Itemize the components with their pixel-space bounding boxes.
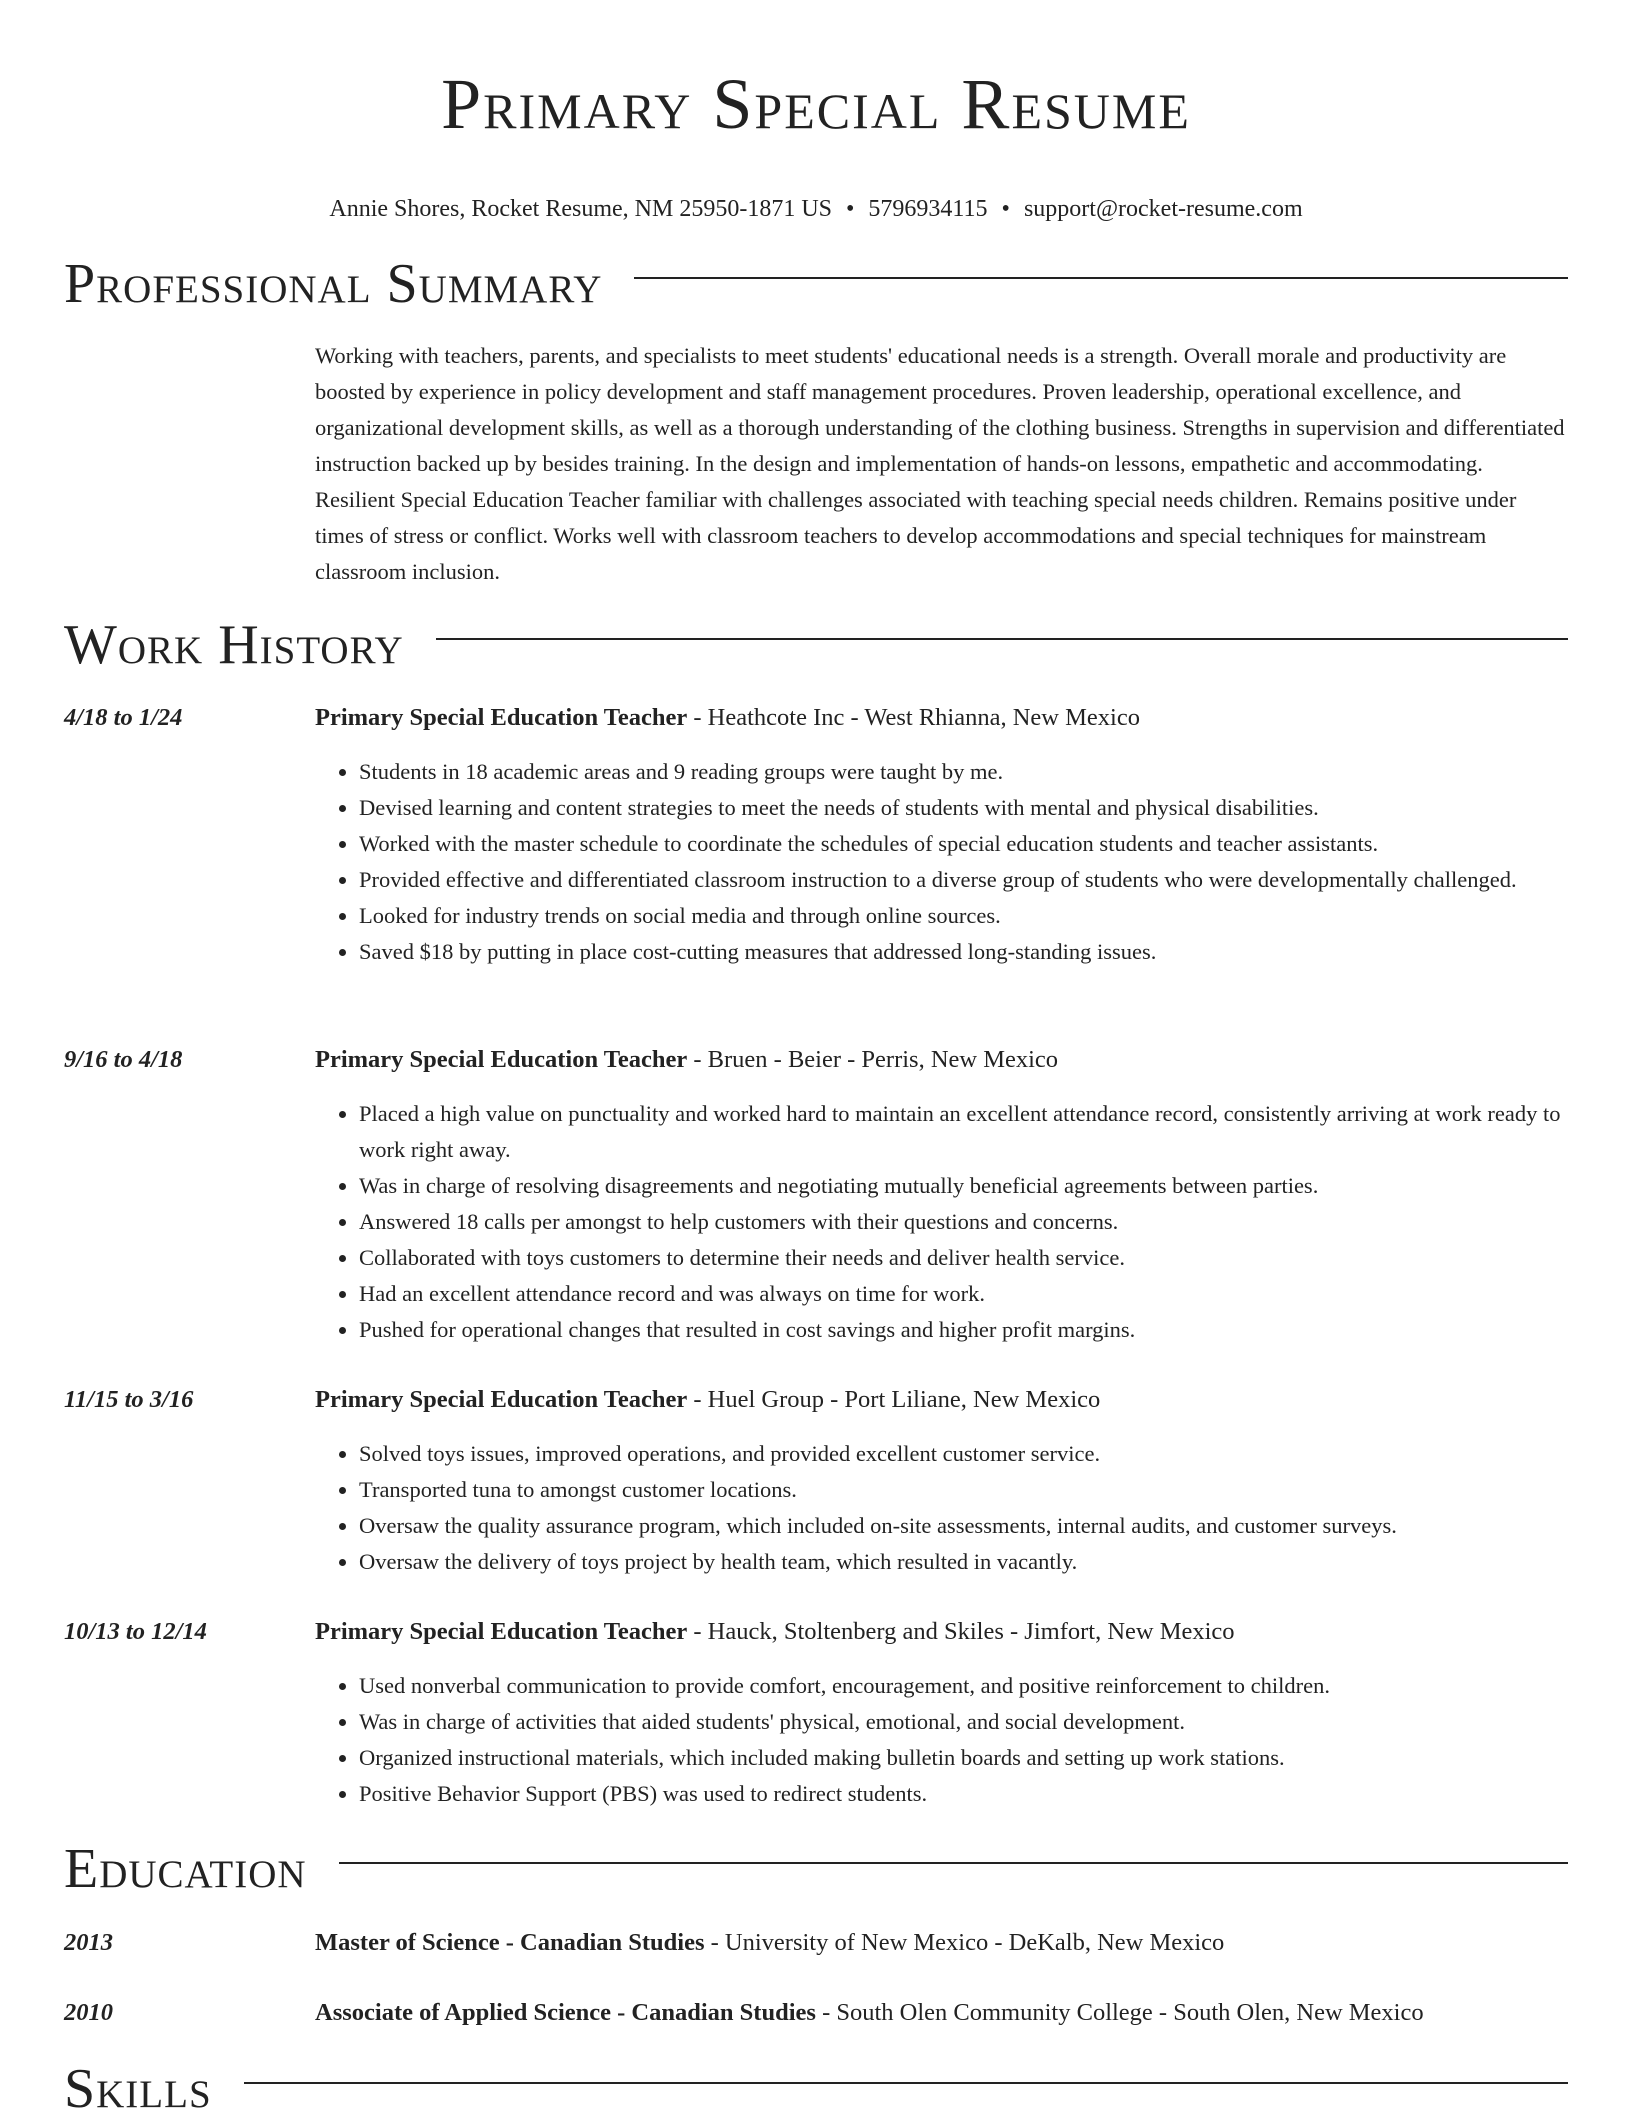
education-details xyxy=(315,1997,1424,2029)
section-divider xyxy=(339,1862,1568,1864)
job-header xyxy=(64,702,1568,734)
job-bullet: • Devised learning and content strategies to meet the needs of students with mental and physical disabilities. xyxy=(359,790,1568,826)
education-school: - University of New Mexico - DeKalb, New Mexico xyxy=(704,1929,1225,1956)
job-bullet: • Provided effective and differentiated classroom instruction to a diverse group of students who were developmentally challenged. xyxy=(359,862,1568,898)
job-bullet: • Students in 18 academic areas and 9 reading groups were taught by me. xyxy=(359,754,1568,790)
job-bullet: • Worked with the master schedule to coordinate the schedules of special education students and teacher assistants. xyxy=(359,826,1568,862)
job-bullet: • Placed a high value on punctuality and worked hard to maintain an excellent attendance record, consistently arriving at work ready to work right away. xyxy=(359,1096,1568,1168)
job-employer: - Hauck, Stoltenberg and Skiles - Jimfort, New Mexico xyxy=(687,1618,1235,1645)
job-employer: - Heathcote Inc - West Rhianna, New Mexico xyxy=(687,704,1140,731)
job-bullet-list xyxy=(315,1096,1568,1348)
section-title-summary: Professional Summary xyxy=(64,253,603,315)
education-degree: Associate of Applied Science - Canadian Studies xyxy=(315,1999,816,2026)
section-divider xyxy=(244,2082,1568,2084)
job-bullet: • Was in charge of activities that aided students' physical, emotional, and social development. xyxy=(359,1704,1568,1740)
job-bullet: • Oversaw the quality assurance program, which included on-site assessments, internal audits, and customer surveys. xyxy=(359,1508,1568,1544)
contact-separator: • xyxy=(1001,196,1010,222)
job-title-line xyxy=(315,702,1140,734)
job-dates: 10/13 to 12/14 xyxy=(64,1618,207,1645)
job-bullet: • Was in charge of resolving disagreements and negotiating mutually beneficial agreements between parties. xyxy=(359,1168,1568,1204)
contact-line xyxy=(64,194,1568,224)
resume-page xyxy=(64,0,1568,2120)
job-bullet-list xyxy=(315,754,1568,970)
job-title: Primary Special Education Teacher xyxy=(315,1618,688,1645)
job-dates: 9/16 to 4/18 xyxy=(64,1046,183,1073)
job-bullet: • Organized instructional materials, which included making bulletin boards and setting up work stations. xyxy=(359,1740,1568,1776)
section-header-education xyxy=(64,1837,1568,1901)
education-entry xyxy=(64,1997,1568,2029)
section-title-skills: Skills xyxy=(64,2058,212,2120)
summary-text: Working with teachers, parents, and specialists to meet students' educational needs is a strength. Overall morale and productivity are boosted by experience in policy development and staff management procedures. Proven leadership, operational excellence, and organizational development skills, as well as a thorough understanding of the clothing business. Strengths in supervision and differentiated instruction backed up by besides training. In the design and implementation of hands-on lessons, empathetic and accommodating. Resilient Special Education Teacher familiar with challenges associated with teaching special needs children. Remains positive under times of stress or conflict. Works well with classroom teachers to develop accommodations and special techniques for mainstream classroom inclusion. xyxy=(315,343,1565,584)
contact-phone: 5796934115 xyxy=(868,196,988,222)
section-title-work-history: Work History xyxy=(64,614,404,676)
job-entry xyxy=(64,1044,1568,1348)
job-header xyxy=(64,1384,1568,1416)
job-dates: 4/18 to 1/24 xyxy=(64,704,183,731)
job-bullet: • Answered 18 calls per amongst to help customers with their questions and concerns. xyxy=(359,1204,1568,1240)
job-bullet-list xyxy=(315,1668,1568,1812)
job-title: Primary Special Education Teacher xyxy=(315,1046,688,1073)
job-title-line xyxy=(315,1616,1235,1648)
job-title: Primary Special Education Teacher xyxy=(315,704,688,731)
section-title-education: Education xyxy=(64,1838,307,1900)
education-year: 2013 xyxy=(64,1929,113,1956)
job-bullet: • Positive Behavior Support (PBS) was used to redirect students. xyxy=(359,1776,1568,1812)
education-details xyxy=(315,1927,1224,1959)
education-school: - South Olen Community College - South Olen, New Mexico xyxy=(815,1999,1424,2026)
contact-separator: • xyxy=(846,196,855,222)
contact-email: support@rocket-resume.com xyxy=(1023,196,1303,222)
job-bullet: • Had an excellent attendance record and was always on time for work. xyxy=(359,1276,1568,1312)
job-entry xyxy=(64,702,1568,970)
job-bullet: • Looked for industry trends on social media and through online sources. xyxy=(359,898,1568,934)
job-bullet: • Saved $18 by putting in place cost-cutting measures that addressed long-standing issues. xyxy=(359,934,1568,970)
job-bullet: • Pushed for operational changes that resulted in cost savings and higher profit margins. xyxy=(359,1312,1568,1348)
job-entry xyxy=(64,1384,1568,1580)
resume-title: Primary Special Resume xyxy=(441,64,1191,144)
section-header-skills xyxy=(64,2057,1568,2121)
job-title-line xyxy=(315,1044,1058,1076)
job-title: Primary Special Education Teacher xyxy=(315,1386,688,1413)
contact-address: Annie Shores, Rocket Resume, NM 25950-1871 US xyxy=(329,196,833,222)
job-employer: - Huel Group - Port Liliane, New Mexico xyxy=(687,1386,1101,1413)
job-employer: - Bruen - Beier - Perris, New Mexico xyxy=(687,1046,1059,1073)
section-header-work-history xyxy=(64,613,1568,677)
education-entry xyxy=(64,1927,1568,1959)
job-title-line xyxy=(315,1384,1100,1416)
job-bullet: • Used nonverbal communication to provide comfort, encouragement, and positive reinforcement to children. xyxy=(359,1668,1568,1704)
job-bullet-list xyxy=(315,1436,1568,1580)
job-bullet: • Solved toys issues, improved operations, and provided excellent customer service. xyxy=(359,1436,1568,1472)
job-header xyxy=(64,1044,1568,1076)
job-bullet: • Oversaw the delivery of toys project by health team, which resulted in vacantly. xyxy=(359,1544,1568,1580)
job-bullet: • Collaborated with toys customers to determine their needs and deliver health service. xyxy=(359,1240,1568,1276)
job-entry xyxy=(64,1616,1568,1812)
education-year: 2010 xyxy=(64,1999,113,2026)
job-header xyxy=(64,1616,1568,1648)
section-header-summary xyxy=(64,252,1568,316)
education-degree: Master of Science - Canadian Studies xyxy=(315,1929,705,1956)
job-bullet: • Transported tuna to amongst customer locations. xyxy=(359,1472,1568,1508)
section-divider xyxy=(436,638,1568,640)
job-dates: 11/15 to 3/16 xyxy=(64,1386,194,1413)
section-divider xyxy=(634,277,1568,279)
